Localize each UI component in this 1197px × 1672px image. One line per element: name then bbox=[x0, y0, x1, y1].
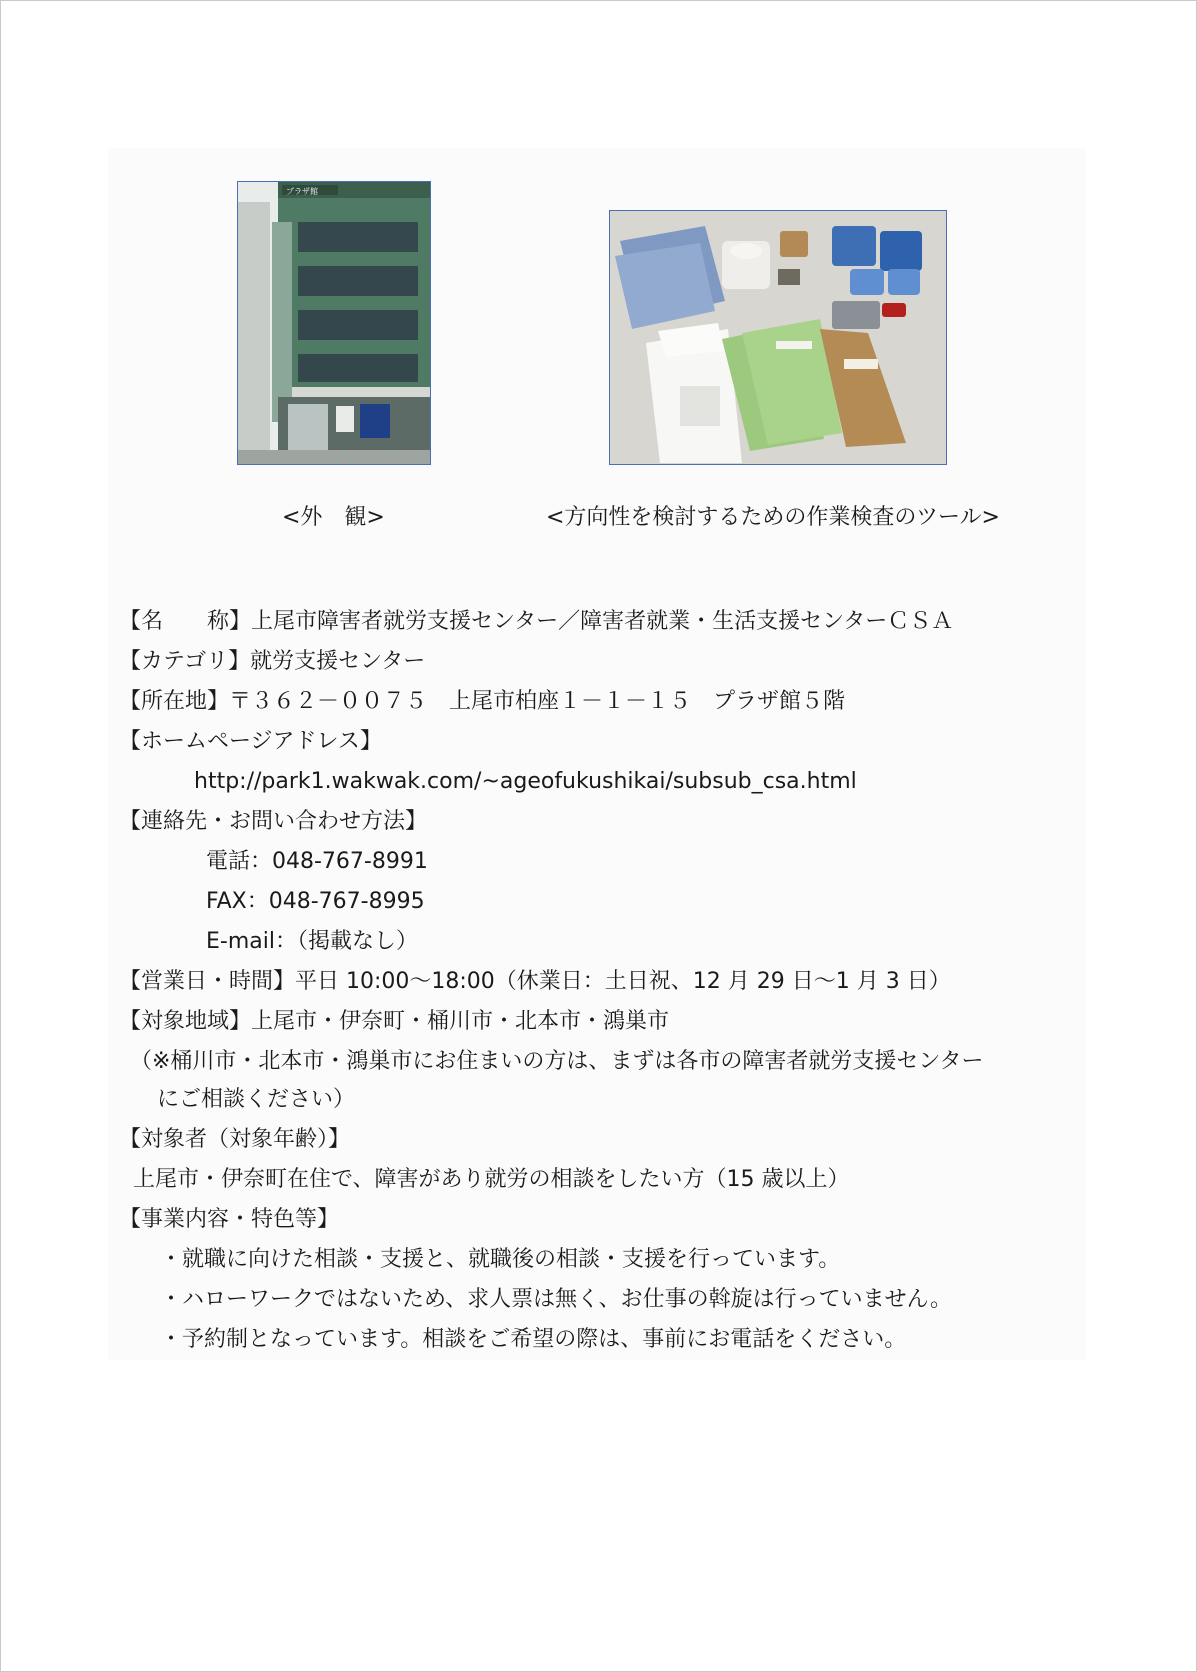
info-target-label: 【対象者（対象年齢）】 bbox=[119, 1127, 351, 1152]
info-feature-3: ・予約制となっています。相談をご希望の際は、事前にお電話をください。 bbox=[160, 1327, 907, 1352]
info-email: E-mail：（掲載なし） bbox=[206, 929, 418, 954]
info-target: 上尾市・伊奈町在住で、障害があり就労の相談をしたい方（15 歳以上） bbox=[133, 1167, 850, 1192]
info-name: 【名 称】上尾市障害者就労支援センター／障害者就業・生活支援センターＣＳＡ bbox=[119, 609, 954, 634]
info-features-label: 【事業内容・特色等】 bbox=[119, 1207, 340, 1232]
info-feature-1: ・就職に向けた相談・支援と、就職後の相談・支援を行っています。 bbox=[160, 1247, 841, 1272]
info-phone: 電話：048-767-8991 bbox=[206, 849, 428, 874]
tools-photo bbox=[609, 210, 947, 465]
info-category: 【カテゴリ】就労支援センター bbox=[119, 649, 426, 674]
info-fax: FAX：048-767-8995 bbox=[206, 889, 425, 914]
info-hours: 【営業日・時間】平日 10:00～18:00（休業日：土日祝、12 月 29 日～1 月 3 日） bbox=[119, 969, 951, 994]
info-area-note-2: にご相談ください） bbox=[157, 1087, 356, 1112]
building-sign: プラザ館 bbox=[286, 187, 318, 196]
info-homepage-label: 【ホームページアドレス】 bbox=[119, 729, 382, 754]
info-area: 【対象地域】上尾市・伊奈町・桶川市・北本市・鴻巣市 bbox=[119, 1009, 670, 1034]
caption-exterior: <外 観> bbox=[282, 505, 385, 530]
info-address: 【所在地】〒３６２－００７５ 上尾市柏座１－１－１５ プラザ館５階 bbox=[119, 689, 846, 714]
info-area-note-1: （※桶川市・北本市・鴻巣市にお住まいの方は、まずは各市の障害者就労支援センター bbox=[130, 1049, 984, 1074]
info-feature-2: ・ハローワークではないため、求人票は無く、お仕事の斡旋は行っていません。 bbox=[160, 1287, 953, 1312]
caption-tools: <方向性を検討するための作業検査のツール> bbox=[546, 505, 1000, 530]
homepage-link[interactable]: http://park1.wakwak.com/~ageofukushikai/subsub_csa.html bbox=[194, 769, 857, 794]
info-contact-label: 【連絡先・お問い合わせ方法】 bbox=[119, 809, 428, 834]
exterior-photo bbox=[237, 181, 431, 465]
